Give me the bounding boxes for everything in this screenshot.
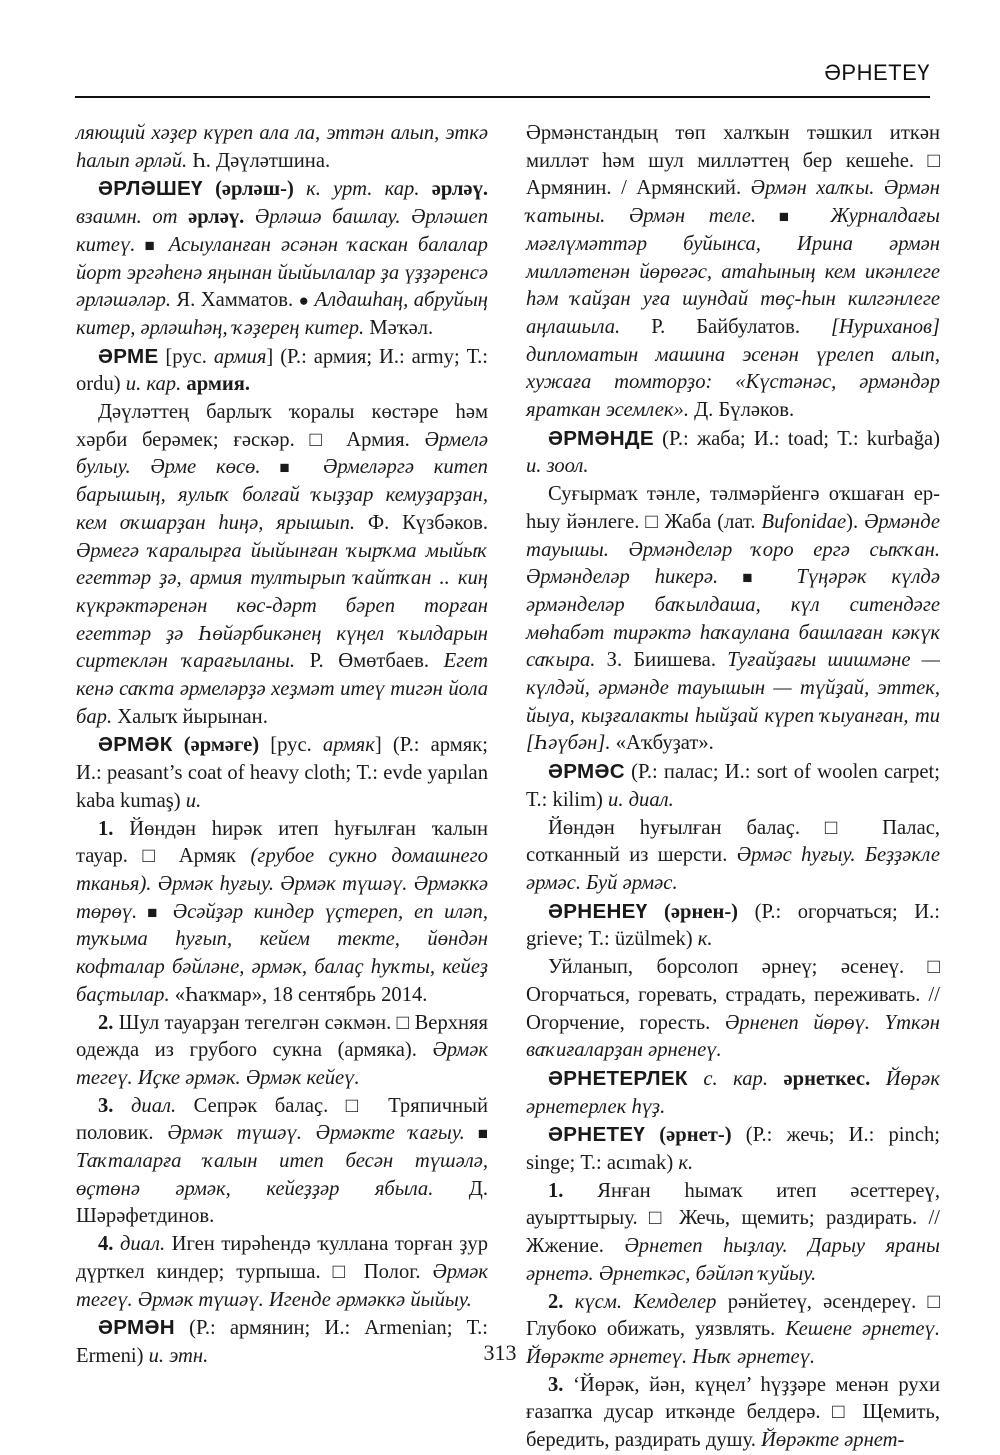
entry-text [178, 206, 189, 228]
entry-text: и. кар. [125, 373, 182, 396]
headword: ӘРМӘН [98, 1316, 175, 1340]
entry-text: Әсәйҙәр киндер үҫтереп, еп иләп, туҡыма һуғып, кейем текте, йөндән кофталар бәйләне, әрмәк, балаҫ һуҡты, кейеҙ баҫтылар. [76, 900, 488, 1006]
entry-text: взаимн. от [76, 206, 178, 229]
entry-text: с. кар. [703, 1067, 768, 1090]
entry-text: армия [213, 345, 267, 368]
headword: ӘРМӘК [98, 733, 173, 757]
entry-text: Уйланып, борсолоп әрнеү; әсенеү. □ Огорчаться, горевать, страдать, переживать. // Огорчение, горесть. [526, 956, 940, 1034]
entry-text [688, 1068, 704, 1090]
dictionary-entry [76, 399, 488, 731]
entry-text: ляющий хәҙер күреп ала ла, эттән алып, эткә һалып әрләй. [76, 122, 488, 172]
entry-text: 4. [98, 1233, 114, 1256]
entry-text: Сепрәк балаҫ. □ Тряпичный половик. [76, 1094, 488, 1145]
entry-text: Йөрәкте әрнет- [761, 1429, 905, 1452]
entry-text: ■ [137, 902, 173, 922]
dictionary-entry [526, 758, 940, 814]
entry-text: Ф. Күзбәков. [355, 511, 488, 534]
entry-text: Егет кенә саҡта әрмеләрҙә хеҙмәт итеү тигән йола бар. [76, 650, 488, 728]
entry-text: и. диал. [608, 788, 674, 811]
entry-text: (Р.: огорчаться; И.: grieve; Т.: üzülmek) [526, 900, 941, 951]
page-number: 313 [483, 1340, 517, 1365]
entry-text: Таҡталарға ҡалын итеп бесән түшәлә, өҫтөнә әрмәк, кейеҙҙәр ябыла. [76, 1150, 488, 1200]
entry-text: ] (Р.: армяк; И.: peasant’s coat of heavy cloth; Т.: evde yapılan kaba kumaş) [76, 734, 488, 812]
dictionary-entry [526, 425, 940, 481]
entry-text: ■ [135, 235, 169, 255]
right-column [526, 120, 940, 1455]
entry-text: и. этн. [148, 1344, 209, 1367]
entry-text: ■ [464, 1124, 488, 1144]
entry-text: әрләү. [188, 206, 245, 229]
running-head: ӘРНЕТЕҮ [824, 60, 930, 85]
entry-text: Д. Бүләков. [688, 399, 795, 422]
entry-text: Туғайҙағы шишмәне — күлдәй, әрмәнде тауышын — түйҙай, эттек, йыуа, кыҙғалакты һыйҙай күреп ҡыуанған, ти [Һәүбән]. [526, 649, 940, 755]
entry-text: (Р.: палас; И.: sort of woolen carpet; Т.: kilim) [526, 761, 940, 811]
entry-text: к. урт. кар. [306, 178, 420, 201]
headword: ӘРНЕТЕҮ [548, 1123, 646, 1147]
entry-text: Йөндән һирәк итеп һуғылған ҡалын тауар. □ Армяк [76, 817, 488, 868]
dictionary-entry [76, 175, 488, 342]
entry-text: к. [697, 928, 713, 951]
entry-text: Шул тауарҙан тегелгән сәкмән. □ Верхняя одежда из грубого сукна (армяка). [76, 1011, 488, 1062]
entry-text: армяк [322, 734, 375, 757]
dictionary-entry [76, 343, 488, 399]
entry-text: ). [846, 510, 865, 533]
dictionary-entry [76, 120, 488, 175]
entry-text: Әрненеп йөрөү. Үткән ваҡиғаларҙан әрненеү. [526, 1011, 940, 1062]
entry-text: Р. Өмөтбаев. [295, 650, 444, 673]
entry-text: (Р.: жечь; И.: pinch; singe; Т.: acımak) [526, 1124, 940, 1175]
entry-text: Әрмәс һуғыу. Беҙҙәкле әрмәс. Буй әрмәс. [526, 844, 941, 894]
entry-text [563, 1291, 574, 1313]
entry-text: Әрләшә башлау. Әрләшеп китеү. [76, 206, 488, 256]
entry-text [113, 1095, 131, 1117]
headword: ӘРМЕ [98, 344, 159, 368]
dictionary-entry [76, 1093, 488, 1232]
entry-text [870, 1068, 886, 1090]
entry-text: Әрмәк түшәү. Әрмәкте ҡағыу. [167, 1122, 465, 1145]
entry-text: и. зоол. [526, 455, 589, 478]
entry-text: 1. [98, 817, 114, 840]
headword: ӘРНЕТЕРЛЕК [548, 1066, 688, 1090]
entry-text: Р. Байбулатов. [620, 315, 832, 338]
dictionary-entry [526, 898, 940, 954]
entry-text: (әрнет-) [645, 1124, 732, 1147]
dictionary-entry [526, 1065, 940, 1121]
entry-text: әрнеткес. [783, 1067, 871, 1090]
entry-text: диал. [119, 1233, 166, 1256]
dictionary-entry [76, 816, 488, 1010]
entry-text: армия. [186, 373, 251, 396]
entry-text: [рус. [158, 345, 214, 368]
entry-text [294, 178, 306, 200]
entry-text: Алдашһаң, абруйың китер, әрләшһәң, ҡәҙерең китер. [76, 289, 488, 339]
headword: ӘРЛӘШЕҮ [98, 177, 203, 201]
entry-text: Суғырмаҡ тәнле, тәлмәрйенгә оҡшаған ер-һыу йәнлеге. □ Жаба (лат. [526, 483, 940, 533]
dictionary-entry [76, 731, 488, 815]
entry-text: ■ [756, 207, 831, 227]
entry-text: (Р.: жаба; И.: toad; Т.: kurbağa) [653, 427, 940, 450]
entry-text: 2. [98, 1011, 114, 1034]
entry-text: Әрмегә ҡаралырға йыйынған ҡырҡма мыйыҡ егеттәр ҙә, армия тултырып ҡайтҡан .. киң күкрәктәренән көс-дәрт бәреп торған егеттәр ҙә Һөйәрбикәнең күңел ҡылдарын сиртеклән ҡарағыланы. [76, 539, 488, 673]
dictionary-entry [76, 1231, 488, 1314]
dictionary-entry [526, 1121, 940, 1177]
headword: ӘРМӘС [548, 760, 625, 784]
entry-text: Асыуланған әсәнән ҡаскан балалар йорт эргәһенә яңынан йыйылалар ҙа үҙҙәренсә әрләшәләр. [76, 233, 488, 312]
entry-text: Әрмәк тегеү. Иҫке әрмәк. Әрмәк кейеү. [76, 1039, 488, 1089]
entry-text: әрләү. [431, 178, 489, 201]
entry-text: Әрмәнде тауышы. Әрмәнделәр ҡоро ергә сыҡҡан. Әрмәнделәр һикерә. [526, 510, 940, 589]
entry-text: Әрмеләргә китеп барышың, яулыҡ болғай ҡыҙҙар кемуҙарҙан, кем оҡшарҙан һиңә, ярышып. [76, 456, 488, 534]
entry-text: (әрләш-) [202, 178, 294, 201]
dictionary-entry [526, 1178, 940, 1289]
left-column [76, 120, 488, 1371]
entry-text: ] (Р.: армия; И.: army; Т.: ordu) [76, 345, 488, 396]
entry-text: и. [185, 789, 202, 812]
entry-text: Я. Хамматов. [171, 289, 299, 312]
entry-text [244, 206, 255, 228]
entry-text: Әрмәк тегеү. Әрмәк түшәү. Игенде әрмәккә йыйыу. [76, 1260, 488, 1311]
entry-text: Әрмәнстандың төп халҡын тәшкил иткән милләт һәм шул милләттең бер кешеһе. □ Армянин. / Армянский. [526, 122, 940, 200]
entry-text [420, 178, 432, 200]
entry-text: Әрмән халҡы. Әрмән ҡатыны. Әрмән теле. [526, 177, 940, 228]
dictionary-entry [526, 815, 940, 898]
entry-text: Әрмелә булыу. Әрме көсө. [76, 428, 488, 479]
entry-text: [Нуриханов] дипломатын машина эсенән үрелеп алып, хужаға томторҙо: «Күстәнәс, әрмәндәр яраткан эсемлек». [526, 315, 940, 422]
entry-text: ● [298, 291, 310, 311]
entry-text: к. [678, 1152, 694, 1175]
entry-text: Халыҡ йырынан. [112, 705, 268, 728]
entry-text: ■ [718, 568, 797, 588]
entry-text: Журналдағы мәғлүмәттәр буйынса, Ирина әрмән милләтенән йөрөгәс, атаһының кем икәнлеге һәм ҡайҙан уға шундай төҫ-һын килгәнлеге аңлашыла. [526, 205, 940, 338]
entry-text: Мәҡәл. [364, 316, 434, 339]
entry-text [622, 1291, 633, 1313]
entry-text: диал. [130, 1094, 177, 1117]
entry-text: Иген тирәһендә ҡуллана торған ҙур дүрткел киндер; турпыша. □ Полог. [76, 1233, 488, 1283]
dictionary-entry [526, 120, 940, 425]
entry-text: күсм. [574, 1290, 623, 1313]
entry-text: ‘Йөрәк, йән, күңел’ һүҙҙәре менән рухи ғазапҡа дусар иткәнде белдерә. □ Щемить, бередить, раздирать душу. [526, 1373, 940, 1452]
dictionary-entry [526, 954, 940, 1065]
entry-text: ■ [260, 458, 324, 478]
dictionary-entry [76, 1010, 488, 1093]
entry-text: Кемделер [633, 1290, 717, 1313]
entry-text: (Р.: армянин; И.: Armenian; Т.: Ermeni) [76, 1317, 488, 1367]
entry-text: (әрнен-) [647, 900, 739, 923]
headword: ӘРМӘНДЕ [548, 426, 654, 450]
headword: ӘРНЕНЕҮ [548, 899, 648, 923]
entry-text: Янған һымаҡ итеп әсеттереү, ауырттырыу. □ Жечь, щемить; раздирать. // Жжение. [526, 1179, 940, 1258]
entry-text: Йөрәк әрнетерлек һүҙ. [526, 1067, 940, 1118]
entry-text: «Аҡбуҙат». [610, 732, 714, 755]
entry-text: Һ. Дәүләтшина. [187, 149, 331, 172]
entry-text: З. Биишева. [595, 649, 728, 672]
entry-text: Bufonidae [761, 510, 847, 533]
entry-text: Йөндән һуғылған балаҫ. □ Палас, сотканный из шерсти. [526, 816, 940, 867]
entry-text: (грубое сукно домашнего тканья). Әрмәк һуғыу. Әрмәк түшәү. Әрмәккә төрөү. [76, 845, 488, 923]
dictionary-entry [526, 481, 940, 758]
entry-text: Дәүләттең барлыҡ ҡоралы көстәре һәм хәрби берәмек; ғәскәр. □ Армия. [76, 401, 488, 451]
entry-text: 3. [548, 1373, 564, 1396]
entry-text: Д. Шәрәфетдинов. [76, 1177, 488, 1228]
entry-text: Түңәрәк күлдә әрмәнделәр баҡылдаша, күл ситендәге мөһабәт тирәктә һаҡаулана башлаған кәкүк саҡыра. [526, 566, 940, 672]
entry-text: (әрмәге) [172, 734, 260, 757]
entry-text: Кешене әрнетеү. Йөрәкте әрнетеү. Ныҡ әрнетеү. [526, 1318, 940, 1368]
dictionary-entry [526, 1372, 940, 1455]
entry-text: 2. [548, 1290, 564, 1313]
header-rule [75, 96, 930, 98]
entry-text: 3. [98, 1094, 114, 1117]
entry-text [768, 1068, 784, 1090]
entry-text: Әрнетеп һыҙлау. Дарыу яраны әрнетә. Әрнеткәс, бәйләп ҡуйыу. [526, 1235, 940, 1285]
entry-text: [рус. [259, 734, 323, 757]
entry-text: 1. [548, 1179, 564, 1202]
entry-text: «Һаҡмар», 18 сентябрь 2014. [169, 983, 428, 1006]
entry-text: рәнйетеү, әсендереү. □ Глубоко обижать, уязвлять. [526, 1290, 940, 1341]
